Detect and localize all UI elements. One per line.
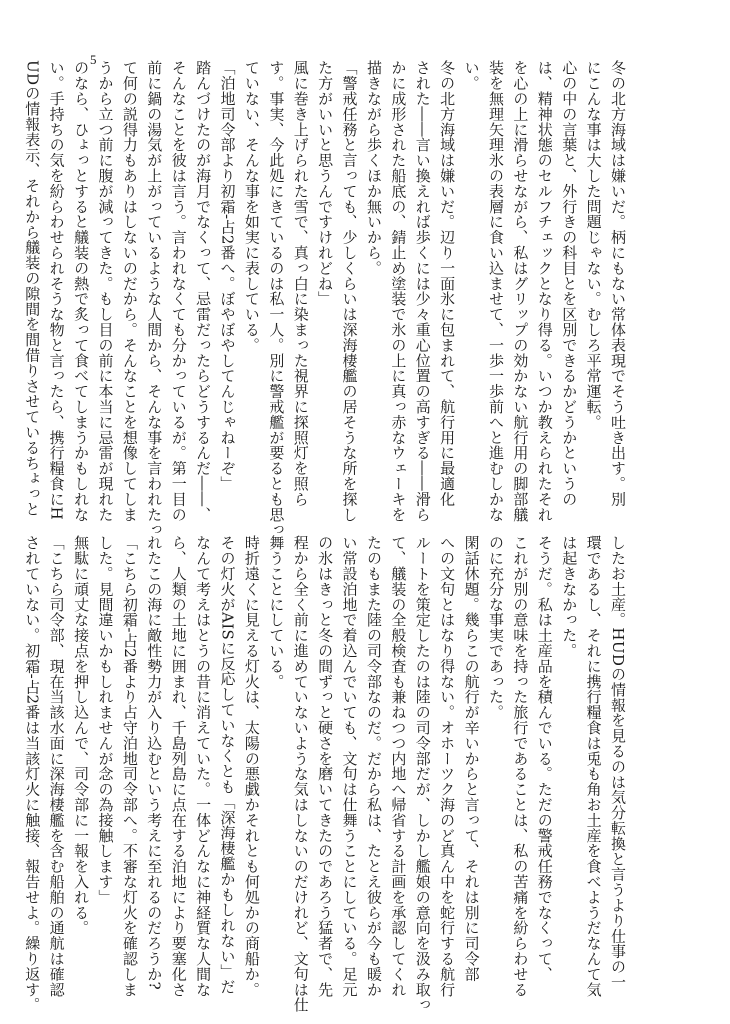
text-column: を心の上に滑らせながら、私はグリップの効かない航行用の脚部艤 xyxy=(511,60,530,522)
text-column: は起きなかった。 xyxy=(560,535,579,659)
text-column: 「こちら初霜-占2番より占守泊地司令部へ。不審な灯火を確認しま xyxy=(120,535,139,998)
text-column: UDの情報表示、それから艤装の隙間を間借りさせているちょっと xyxy=(23,60,42,517)
text-column: い常設泊地で着込んでいても、文句は仕舞うことにしている。足元 xyxy=(340,535,359,997)
text-column: 踏んづけたのが海月でなくって、忌雷だったらどうするんだ――、 xyxy=(194,60,213,522)
text-column: 前に鍋の湯気が上がっているような人間から、そんな事を言われたっ xyxy=(145,60,164,538)
text-column: 閑話休題。幾らこの航行が辛いからと言って、それは別に司令部 xyxy=(462,535,481,982)
text-column: 環であるし、それに携行糧食は兎も角お土産を食べようだなんて気 xyxy=(584,535,603,997)
text-column: そうだ。私は土産品を積んでいる。ただの警戒任務でなくって、 xyxy=(535,535,554,982)
text-column: のに充分な事実であった。 xyxy=(486,535,505,720)
text-column: た方がいいと思うんですけれどね」 xyxy=(316,60,335,307)
text-column: した。見間違いかもしれませんが念の為接触します」 xyxy=(96,535,115,905)
text-column: ルートを策定したのは陸の司令部だが、しかし艦娘の意向を汲み取っ xyxy=(413,535,432,1013)
text-column: そんなことを彼は言う。言われなくても分かっているが。第一目の xyxy=(169,60,188,522)
text-column: て、艤装の全般検査も兼ねつつ内地へ帰省する計画を承認してくれ xyxy=(389,535,408,997)
text-column: て何の説得力もありはしないのだから。そんなことを想像してしま xyxy=(120,60,139,522)
text-column: は、精神状態のセルフチェックとなり得る。いつか教えられたそれ xyxy=(535,60,554,522)
text-column: れたこの海に敵性勢力が入り込むという考えに至れるのだろうか? xyxy=(145,535,164,991)
text-column: い。 xyxy=(462,60,481,91)
text-column: にこんな事は大した問題じゃない。むしろ平常運転。 xyxy=(584,60,603,430)
text-column: うから立つ前に腹が減ってきた。もし目の前に本当に忌雷が現れた xyxy=(96,60,115,522)
text-column: その灯火がAISに反応していなくとも「深海棲艦かもしれない」だ xyxy=(218,535,237,995)
text-column: す。事実、今此処にきているのは私一人。別に警戒艦が要るとも思っ xyxy=(267,60,286,538)
text-column: された――言い換えれば歩くには少々重心位置の高すぎる――滑ら xyxy=(413,60,432,522)
text-column: 程から全く前に進めていないような気はしないのだけれど、文句は仕 xyxy=(291,535,310,1013)
text-column: 風に巻き上げられた雪で、真っ白に染まった視界に探照灯を照ら xyxy=(291,60,310,507)
text-column: 描きながら歩くほか無いから。 xyxy=(364,60,383,276)
text-column: かに成形された船底の、錆止め塗装で氷の上に真っ赤なウェーキを xyxy=(389,60,408,522)
text-column: い。手持ちの気を紛らわせられそうな物と言ったら、携行糧食にH xyxy=(47,60,66,521)
text-column: 舞うことにしている。 xyxy=(267,535,286,689)
text-column: 冬の北方海域は嫌いだ。柄にもない常体表現でそう吐き出す。別 xyxy=(609,60,627,507)
text-column: されていない。初霜-占2番は当該灯火に触接、報告せよ。繰り返す。 xyxy=(23,535,42,1013)
text-column: 「こちら司令部、現在当該水面に深海棲艦を含む船舶の通航は確認 xyxy=(47,535,66,997)
text-column: のなら、ひょっとすると艤装の熱で炙って食べてしまうかもしれな xyxy=(72,60,91,522)
text-column: ていない、そんな事を如実に表している。 xyxy=(242,60,261,353)
text-column: 「泊地司令部より初霜-占2番へ。ぼやぼやしてんじゃねーぞ」 xyxy=(218,60,237,492)
text-column: への文句とはなり得ない。オホーツク海のど真ん中を蛇行する航行 xyxy=(438,535,457,997)
text-column: たのもまた陸の司令部なのだ。だから私は、たとえ彼らが今も暖か xyxy=(364,535,383,997)
text-column: ら、人類の土地に囲まれ、千島列島に点在する泊地により要塞化さ xyxy=(169,535,188,997)
text-column: 時折遠くに見える灯火は、太陽の悪戯かそれとも何処かの商船か。 xyxy=(242,535,261,997)
text-column: これが別の意味を持った旅行であることは、私の苦痛を紛らわせる xyxy=(511,535,530,997)
text-column: 無駄に頑丈な接点を押し込んで、司令部に一報を入れる。 xyxy=(72,535,91,936)
page-number: 5 xyxy=(90,52,97,67)
upper-text-block xyxy=(23,60,630,538)
text-column: 冬の北方海域は嫌いだ。辺り一面氷に包まれて、航行用に最適化 xyxy=(438,60,457,507)
text-column: 心の中の言葉と、外行きの科目とを区別できるかどうかというの xyxy=(560,60,579,507)
text-column: 「警戒任務と言っても、少しくらいは深海棲艦の居そうな所を探し xyxy=(340,60,359,522)
lower-text-block xyxy=(23,535,630,1013)
text-column: したお土産。HUDの情報を見るのは気分転換と言うより仕事の一 xyxy=(609,535,627,990)
text-column: の氷はきっと冬の間ずっと硬さを磨いてきたのであろう猛者で、先 xyxy=(316,535,335,997)
text-column: なんて考えはとうの昔に消えていた。一体どんなに神経質な人間な xyxy=(194,535,213,997)
text-column: 装を無理矢理氷の表層に食い込ませて、一歩一歩前へと進むしかな xyxy=(486,60,505,522)
